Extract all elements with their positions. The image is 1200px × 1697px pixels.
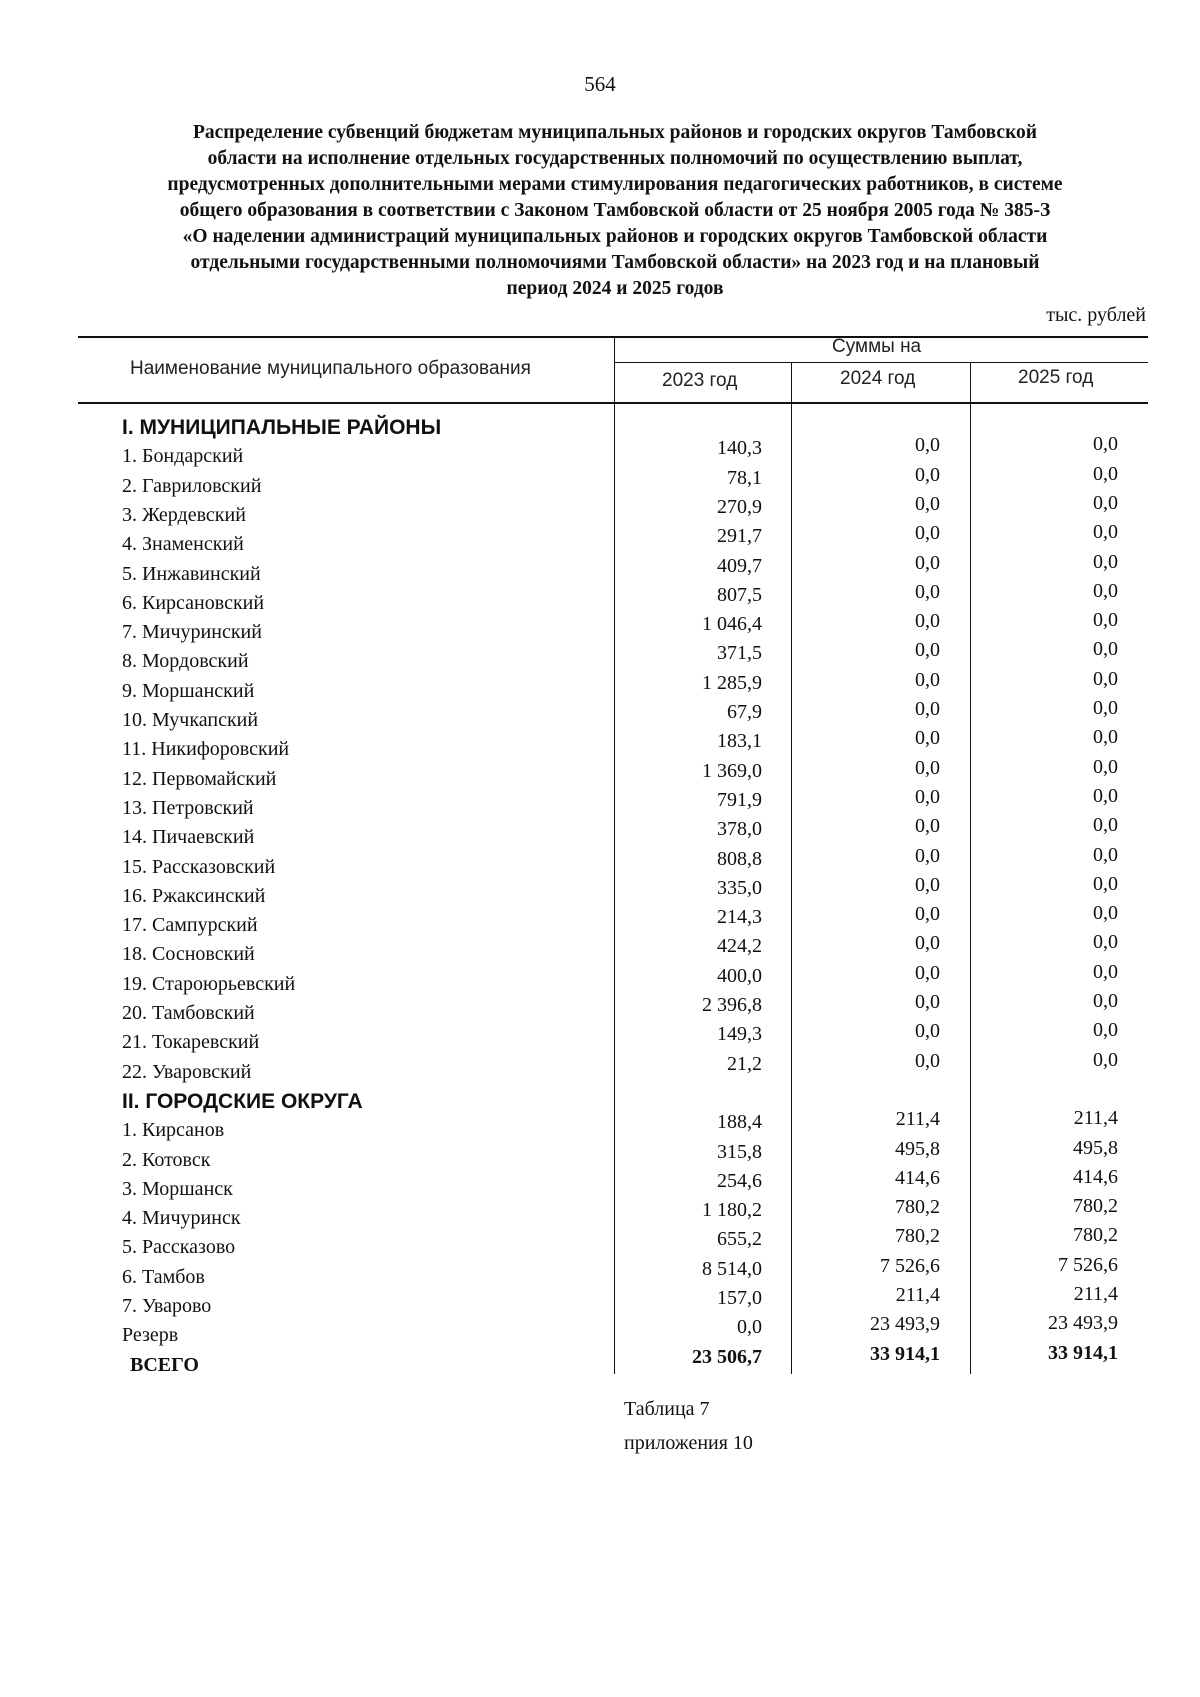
title-line: общего образования в соответствии с Законом Тамбовской области от 25 ноября 2005 года № 385-З xyxy=(179,200,1051,221)
value-cell-2024: 0,0 xyxy=(915,961,940,984)
column-divider-2 xyxy=(791,363,792,403)
value-cell-2023: 655,2 xyxy=(717,1228,762,1251)
value-cell-2025: 780,2 xyxy=(1073,1195,1118,1218)
value-cell-2025: 0,0 xyxy=(1093,902,1118,925)
row-label: 3. Моршанск xyxy=(122,1177,233,1200)
value-cell-2023: 808,8 xyxy=(717,847,762,870)
year-header-2024: 2024 год xyxy=(840,368,916,389)
value-cell-2025: 33 914,1 xyxy=(1048,1341,1118,1364)
value-cell-2024: 0,0 xyxy=(915,551,940,574)
value-cell-2024: 780,2 xyxy=(895,1225,940,1248)
value-cell-2024: 0,0 xyxy=(915,580,940,603)
section-heading: II. ГОРОДСКИЕ ОКРУГА xyxy=(122,1089,363,1113)
value-cell-2025: 0,0 xyxy=(1093,843,1118,866)
row-label: 1. Бондарский xyxy=(122,445,244,468)
value-cell-2023: 791,9 xyxy=(717,788,762,811)
value-cell-2024: 0,0 xyxy=(915,1020,940,1043)
value-cell-2024: 0,0 xyxy=(915,1049,940,1072)
value-cell-2024: 0,0 xyxy=(915,610,940,633)
row-label: 17. Сампурский xyxy=(122,914,258,937)
value-cell-2025: 0,0 xyxy=(1093,462,1118,485)
value-cell-2025: 0,0 xyxy=(1093,550,1118,573)
value-cell-2025: 23 493,9 xyxy=(1048,1312,1118,1335)
value-cell-2023: 21,2 xyxy=(727,1052,762,1075)
value-cell-2025: 0,0 xyxy=(1093,697,1118,719)
value-cell-2024: 0,0 xyxy=(915,844,940,867)
row-label: 2. Гавриловский xyxy=(122,474,262,497)
row-label: 20. Тамбовский xyxy=(122,1002,255,1024)
value-cell-2023: 140,3 xyxy=(717,437,762,460)
value-cell-2023: 2 396,8 xyxy=(702,994,762,1016)
value-cell-2023: 8 514,0 xyxy=(702,1257,762,1280)
value-cell-2024: 495,8 xyxy=(895,1137,940,1160)
row-label: 7. Мичуринский xyxy=(122,621,262,644)
value-cell-2024: 0,0 xyxy=(915,785,940,808)
value-cell-2025: 211,4 xyxy=(1073,1107,1118,1130)
row-label: 1. Кирсанов xyxy=(122,1119,225,1142)
row-label: 16. Ржаксинский xyxy=(122,884,266,907)
row-label: Резерв xyxy=(122,1324,179,1347)
value-cell-2025: 780,2 xyxy=(1073,1224,1118,1247)
value-cell-2025: 0,0 xyxy=(1093,990,1118,1012)
value-cell-2025: 495,8 xyxy=(1073,1136,1118,1159)
footnote-table-number: Таблица 7 xyxy=(624,1398,710,1420)
value-cell-2025: 0,0 xyxy=(1093,433,1118,456)
title-line: отдельными государственными полномочиями Тамбовской области» на 2023 год и на плановый xyxy=(190,252,1040,273)
row-label: 8. Мордовский xyxy=(122,650,249,673)
value-cell-2023: 291,7 xyxy=(717,525,762,548)
value-cell-2025: 0,0 xyxy=(1093,960,1118,983)
value-cell-2025: 211,4 xyxy=(1073,1283,1118,1305)
value-cell-2023: 67,9 xyxy=(727,701,762,723)
value-cell-2025: 0,0 xyxy=(1093,579,1118,602)
table-top-rule xyxy=(78,336,1148,338)
row-label: 21. Токаревский xyxy=(122,1031,260,1054)
value-cell-2024: 0,0 xyxy=(915,991,940,1013)
row-label: 9. Моршанский xyxy=(122,679,255,702)
value-cell-2024: 0,0 xyxy=(915,932,940,955)
title-line: области на исполнение отдельных государственных полномочий по осуществлению выплат, xyxy=(207,148,1023,169)
title-line: период 2024 и 2025 годов xyxy=(506,278,724,299)
row-label: 11. Никифоровский xyxy=(122,738,290,761)
value-cell-2025: 0,0 xyxy=(1093,609,1118,632)
value-cell-2023: 335,0 xyxy=(717,876,762,899)
row-label: 5. Инжавинский xyxy=(122,562,261,585)
value-cell-2024: 0,0 xyxy=(915,815,940,838)
value-cell-2024: 0,0 xyxy=(915,639,940,662)
value-cell-2023: 1 046,4 xyxy=(702,613,762,636)
title-line: предусмотренных дополнительными мерами стимулирования педагогических работников, в системе xyxy=(167,174,1063,195)
value-cell-2023: 254,6 xyxy=(717,1169,762,1192)
value-cell-2023: 183,1 xyxy=(717,730,762,753)
value-cell-2025: 0,0 xyxy=(1093,784,1118,807)
value-cell-2025: 0,0 xyxy=(1093,491,1118,514)
year-header-2023: 2023 год xyxy=(662,370,738,391)
value-cell-2023: 409,7 xyxy=(717,554,762,577)
header-bottom-rule xyxy=(78,402,1148,404)
row-label: 6. Тамбов xyxy=(122,1265,205,1288)
value-cell-2024: 211,4 xyxy=(895,1284,940,1306)
value-cell-2023: 270,9 xyxy=(717,495,762,518)
value-cell-2023: 214,3 xyxy=(717,906,762,929)
sums-group-header: Суммы на xyxy=(832,336,922,357)
row-label: 13. Петровский xyxy=(122,796,254,819)
title-line: «О наделении администраций муниципальных районов и городских округов Тамбовской области xyxy=(182,226,1048,247)
units-label: тыс. рублей xyxy=(1046,304,1146,326)
row-label: 12. Первомайский xyxy=(122,767,277,790)
value-cell-2023: 424,2 xyxy=(717,935,762,958)
column-divider-1 xyxy=(614,337,615,403)
row-label: 6. Кирсановский xyxy=(122,591,265,614)
value-cell-2024: 7 526,6 xyxy=(880,1254,940,1277)
value-cell-2024: 0,0 xyxy=(915,698,940,720)
document-title xyxy=(95,120,1135,302)
value-cell-2025: 7 526,6 xyxy=(1058,1253,1118,1276)
value-cell-2023: 1 285,9 xyxy=(702,671,762,694)
section-heading: I. МУНИЦИПАЛЬНЫЕ РАЙОНЫ xyxy=(122,416,442,439)
value-cell-2024: 0,0 xyxy=(915,463,940,486)
value-cell-2024: 0,0 xyxy=(915,492,940,515)
value-cell-2025: 0,0 xyxy=(1093,755,1118,778)
value-cell-2025: 0,0 xyxy=(1093,521,1118,544)
title-line: Распределение субвенций бюджетам муниципальных районов и городских округов Тамбовской xyxy=(192,122,1038,143)
page-number: 564 xyxy=(584,72,616,96)
total-label: ВСЕГО xyxy=(130,1353,199,1376)
year-header-2025: 2025 год xyxy=(1018,367,1094,388)
value-cell-2023: 0,0 xyxy=(737,1316,762,1339)
value-cell-2025: 0,0 xyxy=(1093,726,1118,749)
column-divider-3 xyxy=(970,363,971,403)
value-cell-2023: 78,1 xyxy=(727,466,762,489)
value-cell-2024: 0,0 xyxy=(915,434,940,457)
value-cell-2024: 0,0 xyxy=(915,873,940,896)
row-label: 15. Рассказовский xyxy=(122,855,276,878)
value-cell-2025: 0,0 xyxy=(1093,872,1118,895)
value-cell-2023: 378,0 xyxy=(717,818,762,841)
row-label: 19. Староюрьевский xyxy=(122,972,296,995)
value-cell-2025: 0,0 xyxy=(1093,1019,1118,1042)
value-cell-2025: 414,6 xyxy=(1073,1165,1118,1188)
value-cell-2025: 0,0 xyxy=(1093,667,1118,690)
value-cell-2023: 149,3 xyxy=(717,1023,762,1046)
row-label: 5. Рассказово xyxy=(122,1236,236,1259)
value-cell-2023: 1 369,0 xyxy=(702,759,762,782)
value-cell-2023: 23 506,7 xyxy=(692,1345,762,1368)
row-label: 10. Мучкапский xyxy=(122,709,259,731)
value-cell-2024: 23 493,9 xyxy=(870,1313,940,1336)
row-label: 4. Знаменский xyxy=(122,533,244,556)
value-cell-2024: 0,0 xyxy=(915,756,940,779)
row-label: 22. Уваровский xyxy=(122,1060,252,1083)
value-cell-2024: 780,2 xyxy=(895,1196,940,1219)
row-label: 3. Жердевский xyxy=(122,503,246,526)
value-cell-2025: 0,0 xyxy=(1093,1048,1118,1071)
value-cell-2023: 157,0 xyxy=(717,1287,762,1309)
value-cell-2023: 371,5 xyxy=(717,642,762,665)
value-cell-2023: 188,4 xyxy=(717,1111,762,1134)
row-label: 18. Сосновский xyxy=(122,943,255,966)
value-cell-2023: 807,5 xyxy=(717,583,762,606)
value-cell-2024: 414,6 xyxy=(895,1166,940,1189)
footnote-appendix: приложения 10 xyxy=(624,1432,753,1454)
value-cell-2025: 0,0 xyxy=(1093,638,1118,661)
value-cell-2023: 1 180,2 xyxy=(702,1199,762,1222)
value-cell-2024: 0,0 xyxy=(915,668,940,691)
value-cell-2024: 33 914,1 xyxy=(870,1342,940,1365)
value-cell-2024: 0,0 xyxy=(915,727,940,750)
header-sub-rule xyxy=(614,362,1148,363)
row-label: 7. Уварово xyxy=(122,1295,212,1317)
name-column-header: Наименование муниципального образования xyxy=(130,358,531,379)
value-cell-2025: 0,0 xyxy=(1093,931,1118,954)
value-cell-2023: 315,8 xyxy=(717,1140,762,1163)
value-cell-2024: 211,4 xyxy=(895,1108,940,1131)
row-label: 2. Котовск xyxy=(122,1148,211,1171)
row-label: 14. Пичаевский xyxy=(122,826,255,849)
value-cell-2024: 0,0 xyxy=(915,903,940,926)
value-cell-2024: 0,0 xyxy=(915,522,940,545)
value-cell-2025: 0,0 xyxy=(1093,814,1118,837)
row-label: 4. Мичуринск xyxy=(122,1207,241,1230)
value-cell-2023: 400,0 xyxy=(717,964,762,987)
